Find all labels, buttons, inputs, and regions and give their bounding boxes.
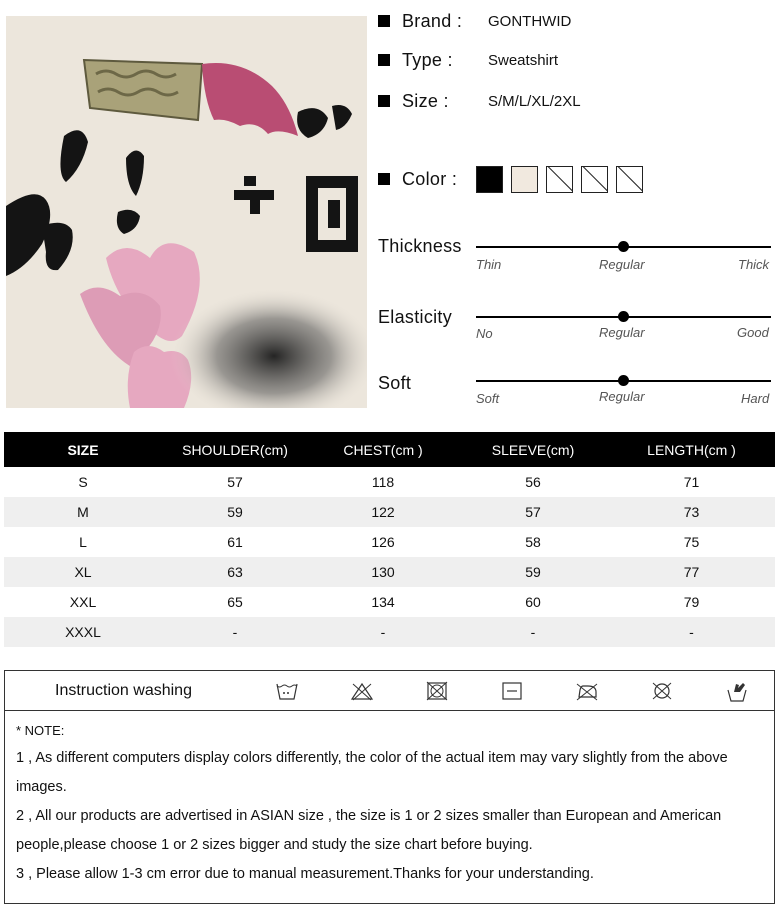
thickness-high: Thick	[738, 257, 770, 272]
color-swatch-cream[interactable]	[511, 166, 538, 193]
table-cell: M	[4, 497, 162, 527]
bullet-square-icon	[378, 95, 390, 107]
soft-mid: Regular	[599, 389, 645, 404]
product-photo	[6, 16, 367, 408]
washing-instructions	[4, 670, 775, 711]
note-line: 2 , All our products are advertised in ASIAN size , the size is 1 or 2 sizes smaller than European and American	[16, 808, 722, 824]
table-cell: 56	[525, 474, 541, 490]
washing-title: Instruction washing	[55, 681, 192, 699]
color-swatches	[476, 166, 643, 193]
table-row	[4, 497, 775, 527]
size-chart-header	[4, 432, 775, 467]
thickness-scale	[476, 246, 771, 248]
note-line: 1 , As different computers display colors differently, the color of the actual item may vary slightly from the above	[16, 750, 728, 766]
type-label: Type :	[402, 49, 453, 70]
notes-box	[4, 711, 775, 904]
table-cell: -	[458, 617, 608, 647]
hand-wash-icon	[275, 680, 299, 702]
hand-wash-only-icon	[725, 680, 749, 702]
color-swatch-black[interactable]	[476, 166, 503, 193]
table-row	[4, 527, 775, 557]
note-line: images.	[16, 779, 67, 795]
column-header: LENGTH(cm )	[608, 432, 775, 467]
table-cell: 60	[525, 594, 541, 610]
table-cell: -	[308, 617, 458, 647]
soft-scale	[476, 380, 771, 382]
type-row	[378, 47, 558, 73]
table-cell: 134	[371, 594, 395, 610]
size-row	[378, 88, 581, 114]
thickness-level-marker	[618, 241, 629, 252]
table-cell: 126	[371, 534, 395, 550]
table-cell: XL	[4, 557, 162, 587]
elasticity-scale	[476, 316, 771, 318]
brand-label: Brand :	[402, 10, 463, 31]
do-not-dry-clean-icon	[650, 680, 674, 702]
table-row	[4, 587, 775, 617]
table-cell: XXL	[69, 594, 97, 610]
color-swatch-empty	[581, 166, 608, 193]
table-cell: 57	[227, 474, 243, 490]
table-cell: 73	[608, 497, 775, 527]
table-cell: 63	[162, 557, 308, 587]
color-row	[378, 166, 488, 192]
size-chart-table	[4, 432, 775, 647]
size-value: S/M/L/XL/2XL	[488, 92, 581, 110]
bullet-square-icon	[378, 173, 390, 185]
do-not-bleach-icon	[350, 680, 374, 702]
note-line: people,please choose 1 or 2 sizes bigger and study the size chart before buying.	[16, 837, 533, 853]
table-cell: XXXL	[4, 617, 162, 647]
thickness-mid: Regular	[599, 257, 645, 272]
do-not-iron-icon	[575, 680, 599, 702]
table-cell: S	[78, 474, 88, 490]
color-swatch-empty	[616, 166, 643, 193]
note-heading: * NOTE:	[16, 723, 65, 738]
table-row	[4, 467, 775, 497]
elasticity-mid: Regular	[599, 325, 645, 340]
elasticity-high: Good	[737, 325, 769, 340]
column-header: SLEEVE(cm)	[458, 432, 608, 467]
table-cell: 130	[308, 557, 458, 587]
elasticity-level-marker	[618, 311, 629, 322]
column-header: SIZE	[4, 432, 162, 467]
table-cell: 118	[371, 474, 395, 490]
soft-label: Soft	[378, 373, 412, 393]
washing-icons	[275, 680, 749, 702]
table-cell: 77	[608, 557, 775, 587]
color-label: Color :	[402, 168, 458, 189]
table-row	[4, 617, 775, 647]
soft-low: Soft	[476, 391, 500, 406]
table-cell: 122	[308, 497, 458, 527]
table-cell: -	[608, 617, 775, 647]
table-cell: 75	[683, 534, 700, 550]
table-row	[4, 557, 775, 587]
dry-flat-icon	[500, 680, 524, 702]
do-not-tumble-dry-icon	[425, 680, 449, 702]
soft-high: Hard	[741, 391, 770, 406]
brand-row	[378, 8, 571, 34]
column-header: CHEST(cm )	[308, 432, 458, 467]
table-cell: 59	[162, 497, 308, 527]
table-cell: 58	[525, 534, 541, 550]
sweatshirt-print-illustration	[6, 16, 367, 408]
thickness-low: Thin	[476, 257, 502, 272]
brand-value: GONTHWID	[488, 12, 572, 30]
table-cell: 71	[683, 474, 700, 490]
elasticity-label: Elasticity	[378, 307, 453, 327]
type-value: Sweatshirt	[488, 51, 559, 69]
size-label: Size :	[402, 90, 449, 111]
table-cell: L	[79, 534, 87, 550]
table-cell: 65	[227, 594, 243, 610]
table-cell: 79	[683, 594, 700, 610]
table-cell: 59	[458, 557, 608, 587]
elasticity-low: No	[476, 326, 493, 341]
color-swatch-empty	[546, 166, 573, 193]
column-header: SHOULDER(cm)	[162, 432, 308, 467]
bullet-square-icon	[378, 54, 390, 66]
bullet-square-icon	[378, 15, 390, 27]
table-cell: 61	[227, 534, 243, 550]
soft-level-marker	[618, 375, 629, 386]
thickness-label: Thickness	[378, 236, 462, 256]
table-cell: 57	[458, 497, 608, 527]
table-cell: -	[162, 617, 308, 647]
note-line: 3 , Please allow 1-3 cm error due to manual measurement.Thanks for your understanding.	[16, 866, 594, 882]
